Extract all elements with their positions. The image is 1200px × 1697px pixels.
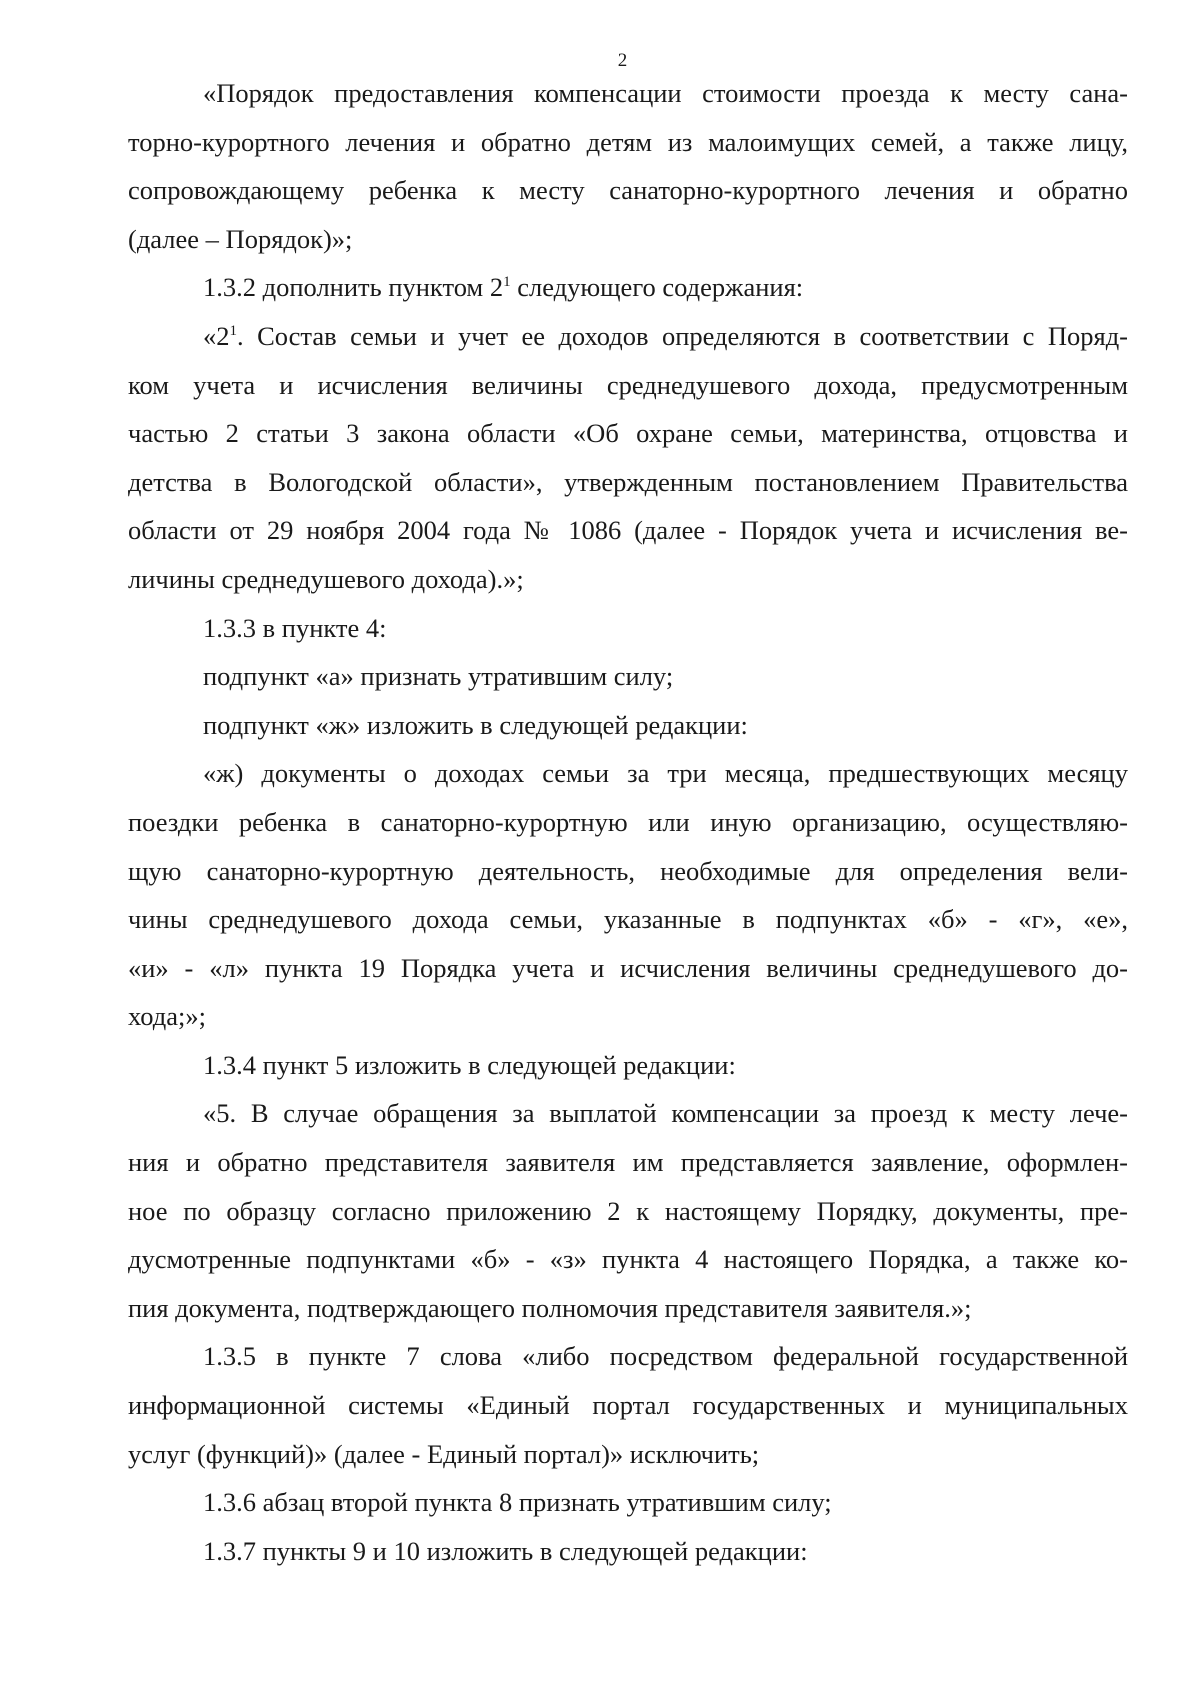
text-line [128,1235,1128,1284]
text-line-main: поездки ребенка в санаторно-курортную или иную организацию, осуществляю- [128,806,1128,837]
text-line [128,1381,1128,1430]
text-line [128,118,1128,167]
text-line [128,749,1128,798]
text-line-main: подпункт «а» признать утратившим силу; [203,661,674,692]
text-line-main: подпункт «ж» изложить в следующей редакции: [203,709,748,740]
text-line-main: «ж) документы о доходах семьи за три месяца, предшествующих месяцу [203,758,1128,789]
text-line-main: личины среднедушевого дохода).»; [128,563,524,594]
text-line [128,1527,1128,1576]
text-line [128,215,1128,264]
text-line [128,1089,1128,1138]
text-line [128,166,1128,215]
text-line-main: детства в Вологодской области», утвержденным постановлением Правительства [128,466,1128,497]
text-line [128,263,1128,312]
text-line [128,701,1128,750]
text-line-main: ния и обратно представителя заявителя им представляется заявление, оформлен- [128,1147,1128,1178]
superscript: 1 [229,322,237,339]
text-line [128,847,1128,896]
text-line [128,69,1128,118]
text-line [128,1478,1128,1527]
text-line-main: ком учета и исчисления величины среднедушевого дохода, предусмотренным [128,369,1128,400]
page-number: 2 [617,50,628,71]
text-line [128,1284,1128,1333]
text-line-main: «5. В случае обращения за выплатой компенсации за проезд к месту лече- [203,1098,1128,1129]
text-line-main: информационной системы «Единый портал государственных и муниципальных [128,1390,1128,1421]
text-line-main: области от 29 ноября 2004 года № 1086 (далее - Порядок учета и исчисления ве- [128,515,1128,546]
text-line [128,361,1128,410]
text-line-main: пия документа, подтверждающего полномочия представителя заявителя.»; [128,1292,972,1323]
text-line-main: чины среднедушевого дохода семьи, указанные в подпунктах «б» - «г», «е», [128,904,1128,935]
text-line-main: 1.3.7 пункты 9 и 10 изложить в следующей редакции: [203,1535,808,1566]
text-line-main: 1.3.5 в пункте 7 слова «либо посредством федеральной государственной [203,1341,1128,1372]
text-line [128,506,1128,555]
text-line-main: услуг (функций)» (далее - Единый портал)» исключить; [128,1438,760,1469]
text-line [128,992,1128,1041]
text-line-main: частью 2 статьи 3 закона области «Об охране семьи, материнства, отцовства и [128,418,1128,449]
document-body [128,69,1128,1575]
text-line-main: ное по образцу согласно приложению 2 к настоящему Порядку, документы, пре- [128,1195,1128,1226]
text-line [128,1138,1128,1187]
text-line [128,1187,1128,1236]
text-line [128,1332,1128,1381]
text-line [128,458,1128,507]
text-line [128,1430,1128,1479]
text-line-main: торно-курортного лечения и обратно детям из малоимущих семей, а также лицу, [128,126,1128,157]
text-line [128,798,1128,847]
text-line-main: щую санаторно-курортную деятельность, необходимые для определения вели- [128,855,1128,886]
text-line-main: «2 [203,320,230,351]
text-line [128,312,1128,361]
text-line [128,555,1128,604]
text-line-main: «Порядок предоставления компенсации стоимости проезда к месту сана- [203,78,1128,108]
text-line-main: сопровождающему ребенка к месту санаторно-курортного лечения и обратно [128,175,1128,206]
text-line [128,895,1128,944]
text-line [128,409,1128,458]
text-line-main: дусмотренные подпунктами «б» - «з» пункта 4 настоящего Порядка, а также ко- [128,1244,1128,1275]
text-line-continuation: следующего содержания: [510,272,804,303]
text-line [128,652,1128,701]
text-line [128,1041,1128,1090]
text-line-continuation: . Состав семьи и учет ее доходов определяются в соответствии с Поряд- [237,320,1128,351]
text-line-main: «и» - «л» пункта 19 Порядка учета и исчисления величины среднедушевого до- [128,952,1128,983]
text-line [128,944,1128,993]
text-line-main: 1.3.4 пункт 5 изложить в следующей редакции: [203,1049,736,1080]
text-line-main: 1.3.2 дополнить пунктом 2 [203,272,504,303]
text-line [128,604,1128,653]
text-line-main: 1.3.6 абзац второй пункта 8 признать утратившим силу; [203,1487,832,1518]
superscript: 1 [503,274,511,291]
text-line-main: хода;»; [128,1001,206,1032]
text-line-main: 1.3.3 в пункте 4: [203,612,387,643]
text-line-main: (далее – Порядок)»; [128,223,353,254]
